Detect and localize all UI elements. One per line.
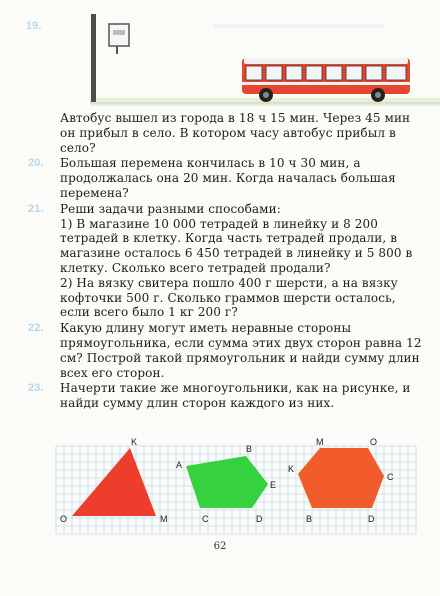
- task-number: 21.: [28, 202, 44, 215]
- bus-stop-pole: [91, 14, 96, 102]
- triangle-label: O: [60, 514, 68, 524]
- hexagon-label: M: [316, 437, 324, 447]
- pentagon-label: B: [246, 444, 253, 454]
- task-23: [28, 381, 428, 411]
- task-19: [28, 111, 428, 155]
- triangle-label: K: [131, 437, 138, 447]
- task-text: Какую длину могут иметь неравные стороны прямоугольника, если сумма этих двух сторон равна 12 см? Построй такой прямоугольник и найди сумму длин всех его сторон.: [60, 321, 422, 380]
- task-text: Автобус вышел из города в 18 ч 15 мин. Через 45 мин он прибыл в село. В котором часу автобус прибыл в село?: [60, 111, 411, 155]
- task-number: 19.: [26, 20, 42, 32]
- pentagon-label: A: [176, 460, 183, 470]
- subtask-text: 1) В магазине 10 000 тетрадей в линейку и 8 200 тетрадей в клетку. Когда часть тетрадей продали, в магазине осталось 6 450 тетрадей в линейку и 5 800 в клетку. Сколько всего тетрадей продали?: [60, 216, 413, 275]
- pentagon-label: C: [202, 514, 209, 524]
- polygons-figure: [56, 437, 416, 534]
- task-number: 23.: [28, 382, 44, 395]
- hexagon-label: B: [306, 514, 313, 524]
- pentagon-label: E: [270, 480, 277, 490]
- task-21: [28, 202, 428, 320]
- grid-paper: [56, 437, 416, 534]
- subtask-text: 2) На вязку свитера пошло 400 г шерсти, а на вязку кофточки 500 г. Сколько граммов шерсти осталось, если всего было 1 кг 200 г?: [60, 275, 398, 320]
- triangle-kom: [72, 448, 156, 516]
- pentagon-label: D: [256, 514, 263, 524]
- task-text: Реши задачи разными способами:: [60, 201, 281, 216]
- task-number: 22.: [28, 322, 44, 335]
- hexagon-label: K: [288, 464, 295, 474]
- task-text: Большая перемена кончилась в 10 ч 30 мин, а продолжалась она 20 мин. Когда началась большая перемена?: [60, 156, 396, 200]
- task-22: [28, 321, 428, 380]
- hexagon-mokcbd: [298, 448, 384, 508]
- bus-illustration: [0, 0, 440, 112]
- hexagon-label: O: [370, 437, 378, 447]
- task-text: Начерти такие же многоугольники, как на рисунке, и найди сумму длин сторон каждого из них.: [60, 381, 411, 411]
- hexagon-label: C: [387, 472, 394, 482]
- task-number: 20.: [28, 157, 44, 170]
- hexagon-label: D: [368, 514, 375, 524]
- triangle-label: M: [160, 514, 168, 524]
- tasks-list: [28, 111, 428, 411]
- task-20: [28, 156, 428, 200]
- page-number: 62: [213, 541, 227, 552]
